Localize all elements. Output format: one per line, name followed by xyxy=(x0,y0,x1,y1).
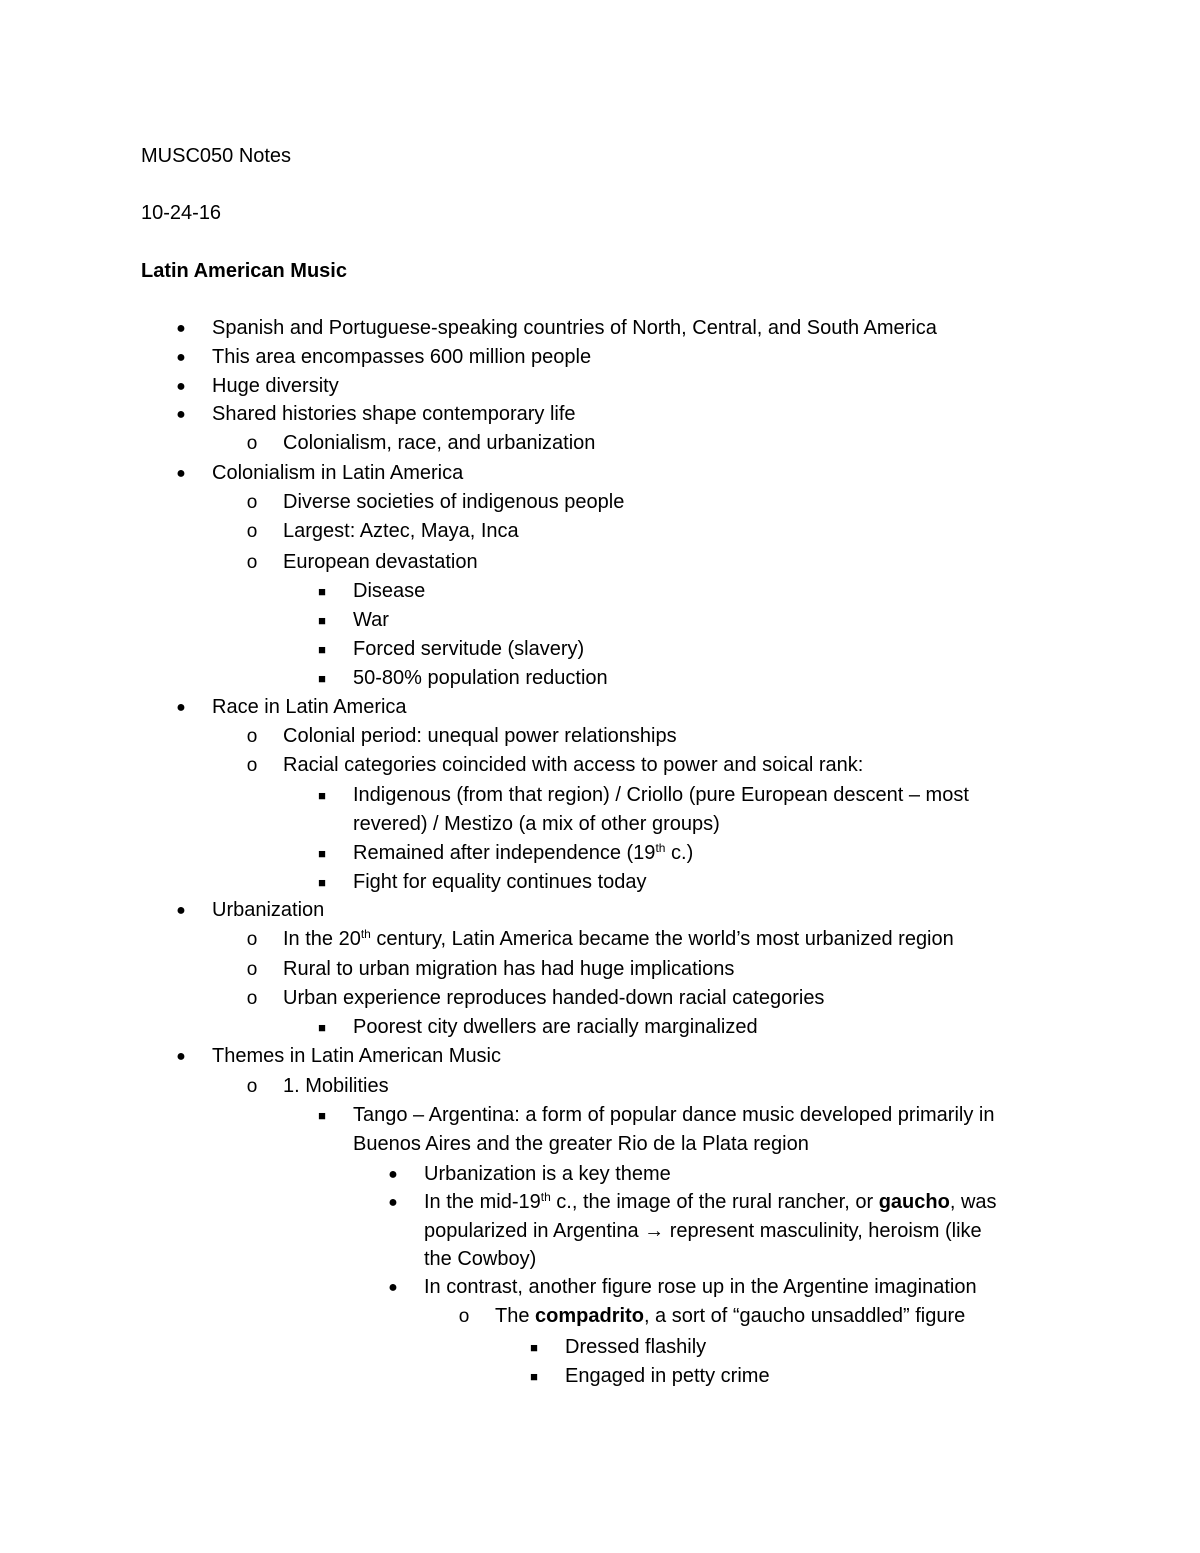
circle-bullet-marker: o xyxy=(246,1076,258,1097)
list-item-text: This area encompasses 600 million people xyxy=(212,346,592,368)
list-item-text: revered) / Mestizo (a mix of other groups) xyxy=(353,813,720,835)
list-item xyxy=(283,488,624,517)
circle-bullet-marker: o xyxy=(246,988,258,1009)
square-bullet-marker: ■ xyxy=(318,584,326,599)
bullet-marker: ● xyxy=(388,1166,398,1183)
list-item-text: Poorest city dwellers are racially marginalized xyxy=(353,1016,758,1038)
list-item xyxy=(283,925,954,954)
list-item-text: In contrast, another figure rose up in the Argentine imagination xyxy=(424,1276,977,1298)
bullet-marker: ● xyxy=(176,320,186,337)
list-item-continuation xyxy=(353,1130,809,1159)
list-item-text: century, Latin America became the world’s most urbanized region xyxy=(370,928,954,950)
section-heading: Latin American Music xyxy=(141,260,347,282)
list-item-continuation xyxy=(353,810,720,839)
list-item-text: Engaged in petty crime xyxy=(565,1365,770,1387)
bullet-marker: ● xyxy=(176,349,186,366)
list-item xyxy=(283,984,824,1013)
list-item-text: 50-80% population reduction xyxy=(353,667,608,689)
list-item-text: Themes in Latin American Music xyxy=(212,1045,502,1067)
bullet-marker: ● xyxy=(176,378,186,395)
superscript: th xyxy=(655,841,666,855)
list-item-text: Rural to urban migration has had huge implications xyxy=(283,958,735,980)
arrow-icon: → xyxy=(644,1220,665,1242)
list-item-continuation xyxy=(424,1245,536,1274)
list-item-text: Huge diversity xyxy=(212,375,339,397)
bullet-marker: ● xyxy=(176,902,186,919)
list-item-text: Fight for equality continues today xyxy=(353,871,647,893)
list-item xyxy=(353,1013,758,1042)
list-item xyxy=(353,781,969,810)
circle-bullet-marker: o xyxy=(246,552,258,573)
square-bullet-marker: ■ xyxy=(318,671,326,686)
circle-bullet-marker: o xyxy=(246,521,258,542)
list-item xyxy=(283,955,734,984)
list-item xyxy=(353,1101,994,1130)
list-item-text: Disease xyxy=(353,580,426,602)
list-item xyxy=(212,314,937,343)
list-item xyxy=(495,1302,965,1331)
list-item-text: War xyxy=(353,609,389,631)
superscript: th xyxy=(360,927,371,941)
list-item-continuation xyxy=(424,1217,982,1246)
list-item xyxy=(353,839,693,868)
list-item-text: the Cowboy) xyxy=(424,1248,537,1270)
superscript: th xyxy=(540,1190,551,1204)
list-item-text: Spanish and Portuguese-speaking countries of North, Central, and South America xyxy=(212,317,937,339)
bullet-marker: ● xyxy=(176,406,186,423)
list-item-text: Diverse societies of indigenous people xyxy=(283,491,625,513)
list-item-text: Racial categories coincided with access to power and soical rank: xyxy=(283,754,864,776)
list-item xyxy=(424,1160,671,1189)
list-item-text: Colonialism, race, and urbanization xyxy=(283,432,596,454)
square-bullet-marker: ■ xyxy=(318,642,326,657)
bullet-marker: ● xyxy=(388,1279,398,1296)
document-date: 10-24-16 xyxy=(141,202,222,224)
list-item xyxy=(424,1273,977,1302)
square-bullet-marker: ■ xyxy=(318,1020,326,1035)
list-item-text: In the 20 xyxy=(283,928,361,950)
list-item xyxy=(212,896,324,925)
list-item-text: The xyxy=(495,1305,536,1327)
list-item xyxy=(283,722,677,751)
list-item-text: European devastation xyxy=(283,551,478,573)
circle-bullet-marker: o xyxy=(246,726,258,747)
list-item-text: , was xyxy=(949,1191,997,1213)
list-item-text: Tango – Argentina: a form of popular dance music developed primarily in xyxy=(353,1104,995,1126)
list-item-text: Urbanization xyxy=(212,899,325,921)
list-item-text: Buenos Aires and the greater Rio de la Plata region xyxy=(353,1133,809,1155)
circle-bullet-marker: o xyxy=(246,492,258,513)
list-item-text: popularized in Argentina xyxy=(424,1220,645,1242)
circle-bullet-marker: o xyxy=(246,755,258,776)
list-item xyxy=(212,372,339,401)
list-item-text: represent masculinity, heroism (like xyxy=(664,1220,982,1242)
list-item xyxy=(283,1072,389,1101)
circle-bullet-marker: o xyxy=(246,433,258,454)
square-bullet-marker: ■ xyxy=(530,1340,538,1355)
circle-bullet-marker: o xyxy=(246,959,258,980)
list-item-text: Indigenous (from that region) / Criollo (pure European descent – most xyxy=(353,784,969,806)
list-item-text: Colonialism in Latin America xyxy=(212,462,464,484)
bold-term: gaucho xyxy=(878,1191,950,1213)
bullet-marker: ● xyxy=(176,1048,186,1065)
list-item-text: Urbanization is a key theme xyxy=(424,1163,671,1185)
list-item-text: c.) xyxy=(665,842,694,864)
list-item-text: 1. Mobilities xyxy=(283,1075,389,1097)
square-bullet-marker: ■ xyxy=(530,1369,538,1384)
list-item xyxy=(283,429,595,458)
bullet-marker: ● xyxy=(176,465,186,482)
list-item-text: Race in Latin America xyxy=(212,696,407,718)
list-item xyxy=(283,517,519,546)
list-item xyxy=(212,693,407,722)
circle-bullet-marker: o xyxy=(246,929,258,950)
list-item xyxy=(565,1333,706,1362)
list-item-text: Urban experience reproduces handed-down racial categories xyxy=(283,987,825,1009)
list-item-text: c., the image of the rural rancher, or xyxy=(550,1191,879,1213)
document-title: MUSC050 Notes xyxy=(141,145,292,167)
list-item xyxy=(353,606,389,635)
list-item xyxy=(212,343,591,372)
square-bullet-marker: ■ xyxy=(318,846,326,861)
list-item xyxy=(353,635,584,664)
list-item xyxy=(283,548,478,577)
list-item xyxy=(565,1362,770,1391)
list-item-text: , a sort of “gaucho unsaddled” figure xyxy=(643,1305,966,1327)
square-bullet-marker: ■ xyxy=(318,788,326,803)
list-item xyxy=(283,751,863,780)
bullet-marker: ● xyxy=(176,699,186,716)
list-item xyxy=(424,1188,997,1217)
list-item-text: Colonial period: unequal power relationships xyxy=(283,725,677,747)
square-bullet-marker: ■ xyxy=(318,613,326,628)
list-item xyxy=(212,459,463,488)
list-item-text: Dressed flashily xyxy=(565,1336,707,1358)
list-item xyxy=(353,664,608,693)
list-item-text: Forced servitude (slavery) xyxy=(353,638,585,660)
list-item-text: Remained after independence (19 xyxy=(353,842,656,864)
list-item xyxy=(212,1042,501,1071)
circle-bullet-marker: o xyxy=(458,1306,470,1327)
list-item-text: Shared histories shape contemporary life xyxy=(212,403,576,425)
list-item xyxy=(353,577,425,606)
list-item xyxy=(212,400,576,429)
bold-term: compadrito xyxy=(535,1305,644,1327)
square-bullet-marker: ■ xyxy=(318,1108,326,1123)
list-item xyxy=(353,868,647,897)
list-item-text: In the mid-19 xyxy=(424,1191,541,1213)
bullet-marker: ● xyxy=(388,1194,398,1211)
square-bullet-marker: ■ xyxy=(318,875,326,890)
list-item-text: Largest: Aztec, Maya, Inca xyxy=(283,520,519,542)
